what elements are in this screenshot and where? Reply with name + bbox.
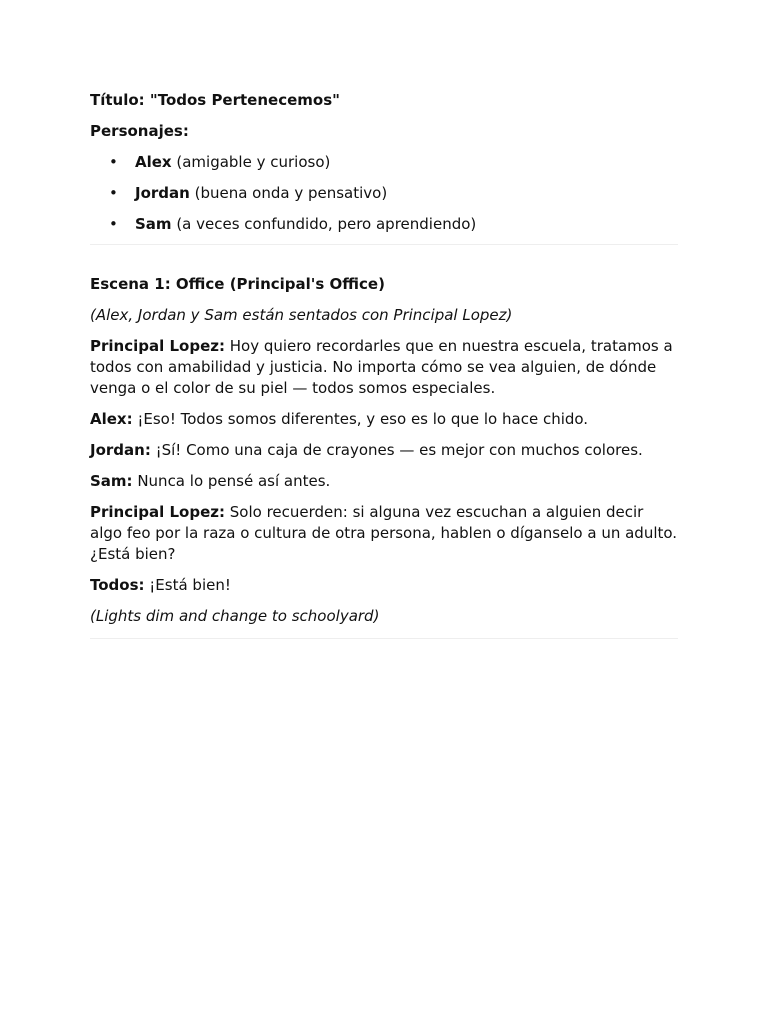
character-name: Jordan: [135, 184, 190, 202]
character-name: Alex: [135, 153, 172, 171]
character-name: Sam: [135, 215, 172, 233]
dialogue-line: [90, 409, 678, 430]
character-item: [90, 214, 678, 235]
dialogue-line: [90, 575, 678, 596]
speaker-name: Alex:: [90, 410, 133, 428]
character-item: [90, 152, 678, 173]
dialogue-line: [90, 336, 678, 399]
bullet-icon: •: [109, 215, 118, 233]
dialogue-text: ¡Sí! Como una caja de crayones — es mejor con muchos colores.: [150, 441, 643, 459]
dialogue-text: ¡Está bien!: [144, 576, 231, 594]
speaker-name: Sam:: [90, 472, 133, 490]
dialogue-text: Solo recuerden: si alguna vez escuchan a alguien decir algo feo por la raza o cultura de otra persona, hablen o díganselo a un adulto. ¿Está bien?: [90, 503, 678, 563]
dialogue-text: ¡Eso! Todos somos diferentes, y eso es lo que lo hace chido.: [132, 410, 589, 428]
dialogue-text: Hoy quiero recordarles que en nuestra escuela, tratamos a todos con amabilidad y justicia. No importa cómo se vea alguien, de dónde venga o el color de su piel — todos somos especiales.: [90, 337, 673, 397]
speaker-name: Principal Lopez:: [90, 337, 225, 355]
dialogue-line: [90, 502, 678, 565]
character-description: (buena onda y pensativo): [189, 184, 388, 202]
characters-list: [90, 152, 678, 235]
title-line: Título: "Todos Pertenecemos": [90, 91, 340, 109]
speaker-name: Principal Lopez:: [90, 503, 225, 521]
speaker-name: Todos:: [90, 576, 145, 594]
stage-direction: (Lights dim and change to schoolyard): [90, 607, 380, 625]
bullet-icon: •: [109, 184, 118, 202]
character-item: [90, 183, 678, 204]
stage-direction: (Alex, Jordan y Sam están sentados con Principal Lopez): [90, 306, 513, 324]
character-description: (amigable y curioso): [171, 153, 331, 171]
dialogue-text: Nunca lo pensé así antes.: [132, 472, 331, 490]
section-divider: [90, 638, 678, 639]
bullet-icon: •: [109, 153, 118, 171]
scene-heading: Escena 1: Office (Principal's Office): [90, 275, 385, 293]
section-divider: [90, 244, 678, 245]
dialogue-line: [90, 471, 678, 492]
speaker-name: Jordan:: [90, 441, 151, 459]
characters-heading: Personajes:: [90, 122, 189, 140]
character-description: (a veces confundido, pero aprendiendo): [171, 215, 477, 233]
dialogue-line: [90, 440, 678, 461]
script-document: [90, 90, 678, 639]
